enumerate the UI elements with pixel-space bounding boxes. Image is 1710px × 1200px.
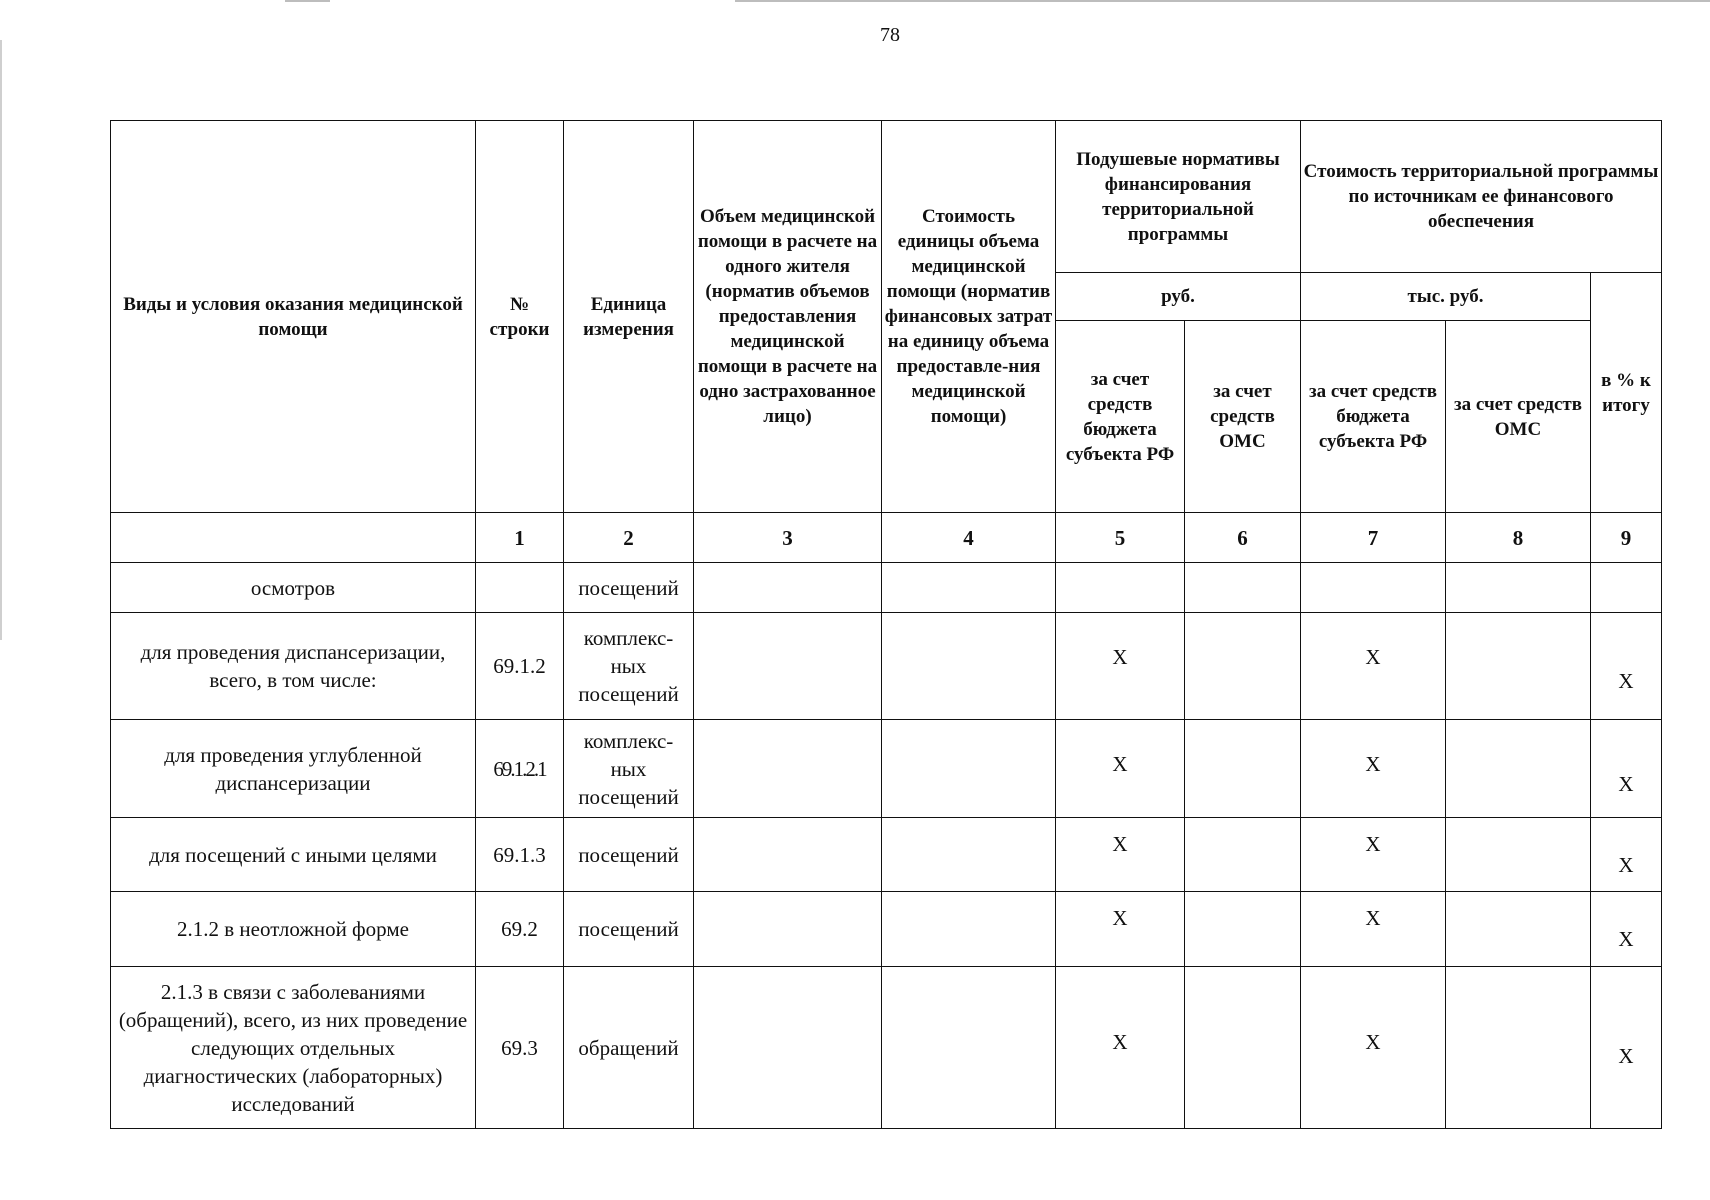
cell-volume	[694, 613, 882, 720]
row-name: 2.1.2 в неотложной форме	[111, 892, 476, 967]
cell-oms-thousand	[1446, 613, 1591, 720]
header-row-number: № строки	[476, 121, 564, 513]
column-number	[111, 513, 476, 563]
cell-percent: X	[1591, 720, 1662, 818]
row-unit: комплекс-ных посещений	[564, 720, 694, 818]
row-name: осмотров	[111, 563, 476, 613]
row-code: 69.1.3	[476, 818, 564, 892]
column-number: 4	[882, 513, 1056, 563]
top-rule-left	[285, 0, 330, 2]
top-rule-right	[735, 0, 1710, 2]
cell-cost	[882, 967, 1056, 1129]
header-type: Виды и условия оказания медицинской помощи	[111, 121, 476, 513]
cell-percent: X	[1591, 818, 1662, 892]
cell-budget-rub	[1056, 563, 1185, 613]
table-row	[111, 563, 1662, 613]
cell-budget-rub: X	[1056, 613, 1185, 720]
column-number: 6	[1185, 513, 1301, 563]
header-rub: руб.	[1056, 273, 1301, 321]
cell-cost	[882, 563, 1056, 613]
row-name: 2.1.3 в связи с заболеваниями (обращений), всего, из них проведение следующих отдельных диагностических (лабораторных) исследований	[111, 967, 476, 1129]
header-program-cost: Стоимость территориальной программы по источникам ее финансового обеспечения	[1301, 121, 1662, 273]
row-unit: посещений	[564, 818, 694, 892]
row-code: 69.1.2	[476, 613, 564, 720]
column-number: 1	[476, 513, 564, 563]
cell-cost	[882, 613, 1056, 720]
table-row	[111, 967, 1662, 1129]
table-row	[111, 818, 1662, 892]
row-code	[476, 563, 564, 613]
row-name: для посещений с иными целями	[111, 818, 476, 892]
table-row	[111, 613, 1662, 720]
header-percent: в % к итогу	[1591, 273, 1662, 513]
row-code: 69.3	[476, 967, 564, 1129]
cell-cost	[882, 818, 1056, 892]
row-unit: посещений	[564, 892, 694, 967]
header-budget-thousand: за счет средств бюджета субъекта РФ	[1301, 321, 1446, 513]
cell-oms-rub	[1185, 720, 1301, 818]
row-name: для проведения углубленной диспансеризации	[111, 720, 476, 818]
cell-cost	[882, 720, 1056, 818]
cell-budget-thousand: X	[1301, 613, 1446, 720]
cell-volume	[694, 818, 882, 892]
cell-volume	[694, 967, 882, 1129]
cell-oms-rub	[1185, 892, 1301, 967]
header-thousand-rub: тыс. руб.	[1301, 273, 1591, 321]
cell-budget-rub: X	[1056, 818, 1185, 892]
header-oms-thousand: за счет средств ОМС	[1446, 321, 1591, 513]
column-number: 5	[1056, 513, 1185, 563]
header-oms-rub: за счет средств ОМС	[1185, 321, 1301, 513]
row-name: для проведения диспансеризации, всего, в том числе:	[111, 613, 476, 720]
header-unit: Единица измерения	[564, 121, 694, 513]
medical-care-table	[110, 120, 1662, 1129]
row-unit: комплекс-ных посещений	[564, 613, 694, 720]
column-number: 9	[1591, 513, 1662, 563]
row-code: 69.1.2.1	[476, 720, 564, 818]
cell-budget-thousand: X	[1301, 818, 1446, 892]
header-cost: Стоимость единицы объема медицинской помощи (норматив финансовых затрат на единицу объема предоставле-ния медицинской помощи)	[882, 121, 1056, 513]
cell-oms-rub	[1185, 613, 1301, 720]
cell-cost	[882, 892, 1056, 967]
cell-budget-thousand: X	[1301, 892, 1446, 967]
cell-oms-rub	[1185, 563, 1301, 613]
cell-percent: X	[1591, 967, 1662, 1129]
cell-budget-rub: X	[1056, 892, 1185, 967]
cell-budget-rub: X	[1056, 720, 1185, 818]
left-margin-rule	[0, 40, 2, 640]
cell-volume	[694, 720, 882, 818]
row-unit: посещений	[564, 563, 694, 613]
cell-budget-thousand: X	[1301, 720, 1446, 818]
row-unit: обращений	[564, 967, 694, 1129]
column-number-row	[111, 513, 1662, 563]
page-number: 78	[880, 24, 900, 46]
cell-percent	[1591, 563, 1662, 613]
cell-budget-thousand	[1301, 563, 1446, 613]
cell-volume	[694, 563, 882, 613]
table-row	[111, 720, 1662, 818]
cell-oms-rub	[1185, 967, 1301, 1129]
column-number: 2	[564, 513, 694, 563]
row-code: 69.2	[476, 892, 564, 967]
cell-budget-rub: X	[1056, 967, 1185, 1129]
cell-volume	[694, 892, 882, 967]
cell-oms-thousand	[1446, 720, 1591, 818]
header-budget-rub: за счет средств бюджета субъекта РФ	[1056, 321, 1185, 513]
cell-budget-thousand: X	[1301, 967, 1446, 1129]
column-number: 3	[694, 513, 882, 563]
header-volume: Объем медицинской помощи в расчете на одного жителя (норматив объемов предоставления медицинской помощи в расчете на одно застрахованное лицо)	[694, 121, 882, 513]
cell-oms-thousand	[1446, 563, 1591, 613]
column-number: 7	[1301, 513, 1446, 563]
table-row	[111, 892, 1662, 967]
cell-oms-thousand	[1446, 967, 1591, 1129]
cell-oms-thousand	[1446, 892, 1591, 967]
cell-percent: X	[1591, 613, 1662, 720]
cell-oms-rub	[1185, 818, 1301, 892]
column-number: 8	[1446, 513, 1591, 563]
header-per-capita: Подушевые нормативы финансирования территориальной программы	[1056, 121, 1301, 273]
cell-percent: X	[1591, 892, 1662, 967]
cell-oms-thousand	[1446, 818, 1591, 892]
